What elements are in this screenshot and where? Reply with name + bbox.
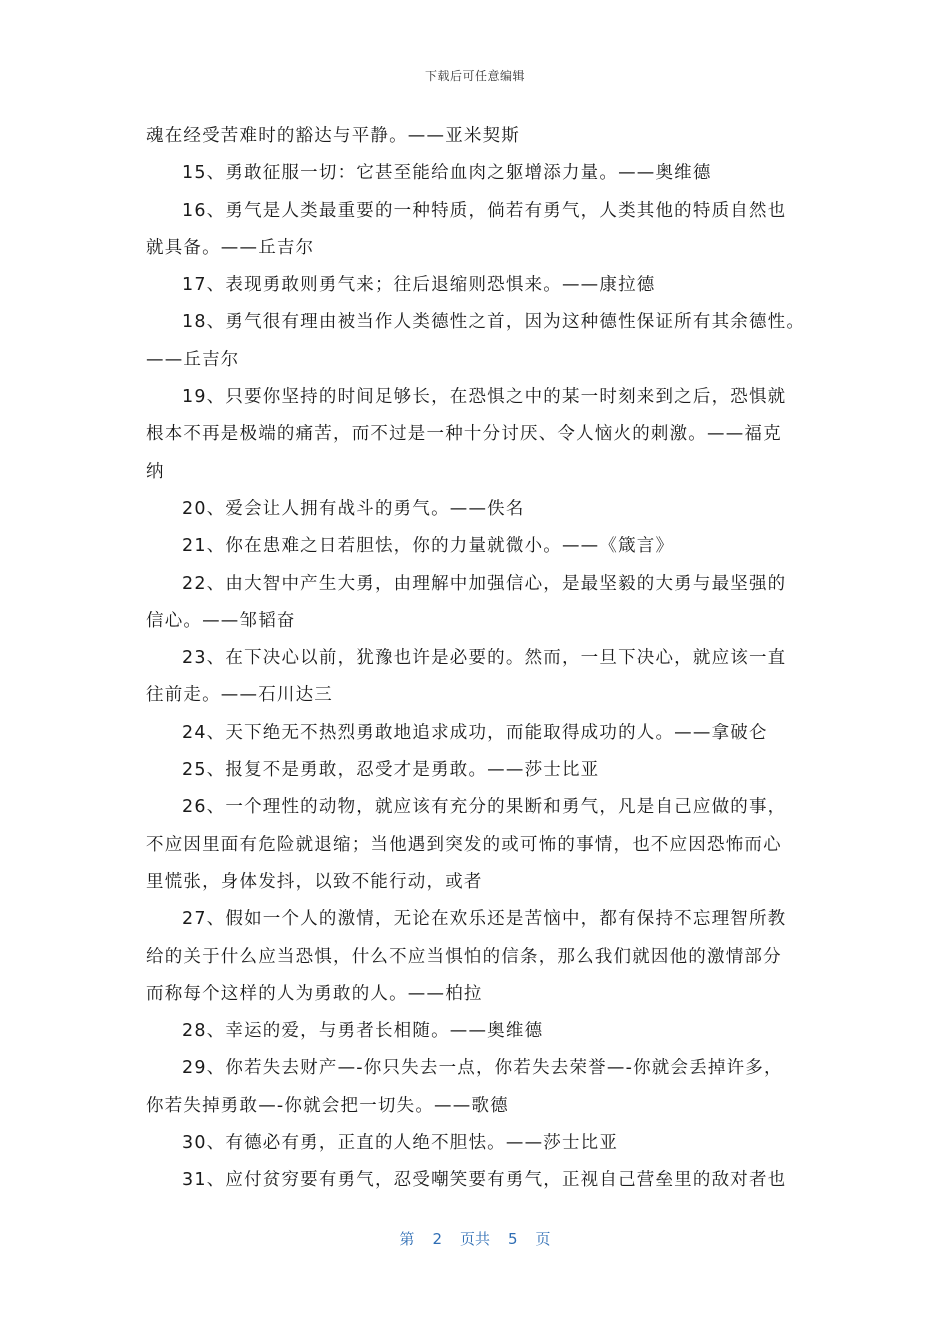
text-line: 21、你在患难之日若胆怯，你的力量就微小。——《箴言》 (182, 536, 675, 557)
text-line: 27、假如一个人的激情，无论在欢乐还是苦恼中，都有保持不忘理智所教 (182, 909, 787, 930)
text-line: 纳 (146, 461, 165, 482)
footer-middle: 页共 (459, 1230, 490, 1248)
text-line: 根本不再是极端的痛苦，而不过是一种十分讨厌、令人恼火的刺激。——福克 (146, 424, 782, 445)
current-page-number: 2 (432, 1230, 442, 1248)
text-line: 15、勇敢征服一切：它甚至能给血肉之躯增添力量。——奥维德 (182, 163, 712, 184)
text-line: 信心。——邹韬奋 (146, 610, 296, 631)
text-line: 而称每个这样的人为勇敢的人。——柏拉 (146, 983, 483, 1004)
page-header: 下载后可任意编辑 (424, 69, 525, 83)
text-line: 魂在经受苦难时的豁达与平静。——亚米契斯 (146, 126, 520, 146)
text-line: 25、报复不是勇敢，忍受才是勇敢。——莎士比亚 (182, 760, 600, 781)
footer-prefix: 第 (399, 1230, 415, 1248)
text-line: 往前走。——石川达三 (146, 685, 333, 706)
text-line: 你若失掉勇敢—-你就会把一切失。——歌德 (146, 1095, 509, 1116)
footer-suffix: 页 (535, 1230, 551, 1248)
page-footer (0, 1228, 950, 1249)
text-line: 31、应付贫穷要有勇气，忍受嘲笑要有勇气，正视自己营垒里的敌对者也 (182, 1170, 787, 1191)
text-line: 19、只要你坚持的时间足够长，在恐惧之中的某一时刻来到之后，恐惧就 (182, 387, 787, 408)
text-line: 里慌张，身体发抖，以致不能行动，或者 (146, 871, 483, 892)
text-line: 20、爱会让人拥有战斗的勇气。——佚名 (182, 498, 525, 519)
text-line: ——丘吉尔 (146, 349, 240, 370)
text-line: 24、天下绝无不热烈勇敢地追求成功，而能取得成功的人。——拿破仑 (182, 722, 768, 743)
text-line: 29、你若失去财产—-你只失去一点，你若失去荣誉—-你就会丢掉许多， (182, 1058, 783, 1079)
text-line: 22、由大智中产生大勇，由理解中加强信心，是最坚毅的大勇与最坚强的 (182, 573, 787, 594)
text-line: 23、在下决心以前，犹豫也许是必要的。然而，一旦下决心，就应该一直 (182, 648, 787, 669)
text-line: 28、幸运的爱，与勇者长相随。——奥维德 (182, 1021, 544, 1042)
document-body (146, 118, 806, 1200)
text-line: 就具备。——丘吉尔 (146, 237, 315, 258)
total-pages-number: 5 (508, 1230, 518, 1248)
text-line: 30、有德必有勇，正直的人绝不胆怯。——莎士比亚 (182, 1133, 619, 1154)
text-line: 18、勇气很有理由被当作人类德性之首，因为这种德性保证所有其余德性。 (182, 312, 806, 333)
text-line: 26、一个理性的动物，就应该有充分的果断和勇气，凡是自己应做的事， (182, 797, 787, 818)
text-line: 17、表现勇敢则勇气来；往后退缩则恐惧来。——康拉德 (182, 275, 656, 296)
text-line: 16、勇气是人类最重要的一种特质，倘若有勇气，人类其他的特质自然也 (182, 200, 787, 221)
text-line: 不应因里面有危险就退缩；当他遇到突发的或可怖的事情，也不应因恐怖而心 (146, 834, 782, 855)
text-line: 给的关于什么应当恐惧，什么不应当惧怕的信条，那么我们就因他的激情部分 (146, 946, 782, 967)
